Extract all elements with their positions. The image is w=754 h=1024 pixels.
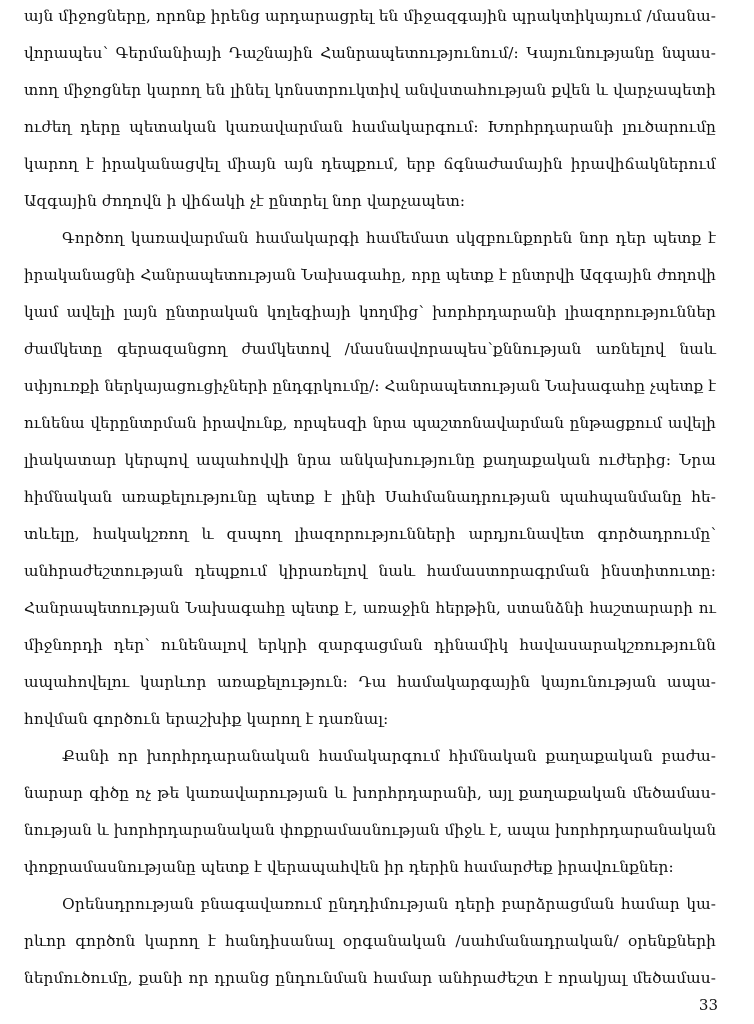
text-line: Ազգային ժողովն ի վիճակի չէ ընտրել նոր վարչապետ: xyxy=(24,192,466,210)
text-line: ներմուծումը, քանի որ դրանց ընդունման համար անհրաժեշտ է որակյալ մեծամաս- xyxy=(24,969,716,987)
text-line: փոքրամասնությանը պետք է վերապահվեն իր դերին համարժեք իրավունքներ: xyxy=(24,858,674,876)
text-line: Հանրապետության Նախագահը պետք է, առաջին հերթին, ստանձնի հաշտարարի ու xyxy=(24,599,716,617)
text-line: իրականացնի Հանրապետության Նախագահը, որը պետք է ընտրվի Ազգային ժողովի xyxy=(24,266,716,284)
text-line: կամ ավելի լայն ընտրական կոլեգիայի կողմից՝ խորհրդարանի լիազորություններ xyxy=(24,303,716,321)
text-line: սփյուռքի ներկայացուցիչների ընդգրկումը/: Հանրապետության Նախագահը չպետք է xyxy=(24,377,716,395)
text-line: հիմնական առաքելությունը պետք է լինի Սահմանադրության պահպանմանը հե- xyxy=(24,488,716,506)
text-line: ունենա վերընտրման իրավունք, որպեսզի նրա պաշտոնավարման ընթացքում ավելի xyxy=(24,414,716,432)
text-line: ապահովելու կարևոր առաքելություն: Դա համակարգային կայունության ապա- xyxy=(24,673,716,691)
text-line: Գործող կառավարման համակարգի համեմատ սկզբունքորեն նոր դեր պետք է xyxy=(62,229,716,247)
text-line: միջնորդի դեր՝ ունենալով երկրի զարգացման դինամիկ հավասարակշռությունն xyxy=(24,636,716,654)
text-line: տևելը, հակակշռող և զսպող լիազորությունների արդյունավետ գործադրումը՝ xyxy=(24,525,716,543)
text-line: կարող է իրականացվել միայն այն դեպքում, երբ ճգնաժամային իրավիճակներում xyxy=(24,155,716,173)
text-line: րևոր գործոն կարող է հանդիսանալ օրգանական /սահմանադրական/ օրենքների xyxy=(24,932,716,950)
text-line: Քանի որ խորհրդարանական համակարգում հիմնական քաղաքական բաժա- xyxy=(62,747,716,765)
text-line: վորապես՝ Գերմանիայի Դաշնային Հանրապետությունում/: Կայունությանը նպաս- xyxy=(24,44,716,62)
text-line: լիակատար կերպով ապահովվի նրա անկախությունը քաղաքական ուժերից: Նրա xyxy=(24,451,716,469)
text-line: ուժեղ դերը պետական կառավարման համակարգում: Խորհրդարանի լուծարումը xyxy=(24,118,716,136)
text-line: հովման գործուն երաշխիք կարող է դառնալ: xyxy=(24,710,389,728)
text-line: տող միջոցներ կարող են լինել կոնստրուկտիվ անվստահության քվեն և վարչապետի xyxy=(24,81,716,99)
text-line: Օրենսդրության բնագավառում ընդդիմության դերի բարձրացման համար կա- xyxy=(62,895,716,913)
text-line: նարար գիծը ոչ թե կառավարության և խորհրդարանի, այլ քաղաքական մեծամաս- xyxy=(24,784,716,802)
text-line: անհրաժեշտության դեպքում կիրառելով նաև համաստորագրման ինստիտուտը: xyxy=(24,562,716,580)
text-line: ժամկետը գերազանցող ժամկետով /մասնավորապես՝քննության առնելով նաև xyxy=(24,340,716,358)
page-number: 33 xyxy=(698,996,718,1014)
text-line: նության և խորհրդարանական փոքրամասնության միջև է, ապա խորհրդարանական xyxy=(24,821,717,839)
text-line: այն միջոցները, որոնք իրենց արդարացրել են միջազգային պրակտիկայում /մասնա- xyxy=(24,7,716,25)
